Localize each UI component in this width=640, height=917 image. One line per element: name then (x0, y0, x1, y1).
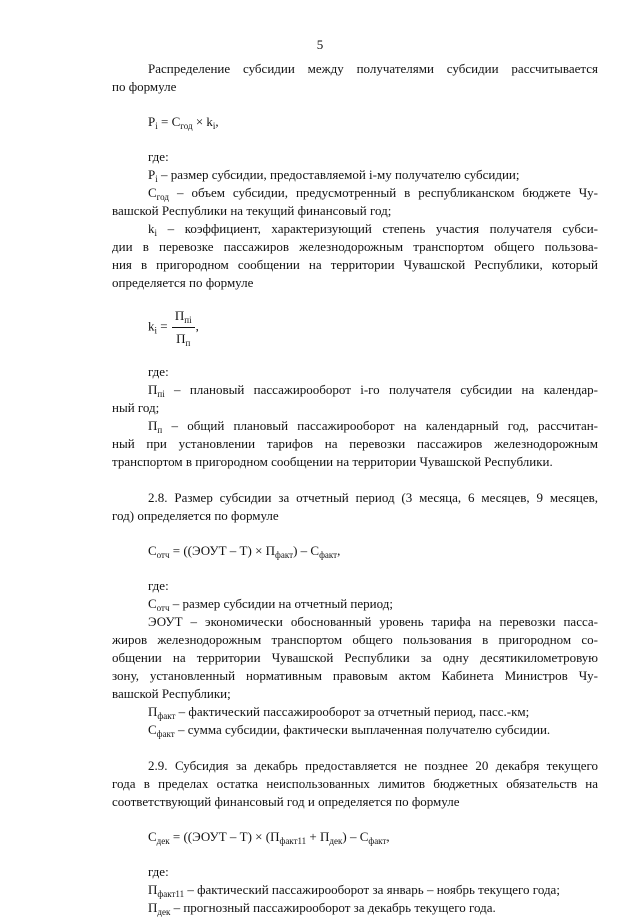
intro-line-1: Распределение субсидии между получателями субсидии рассчитывается (148, 61, 598, 76)
section-2-8-line-1: 2.8. Размер субсидии за отчетный период (3 месяца, 6 месяцев, 9 месяцев, (148, 490, 598, 505)
def-c-line-2: вашской Республики на текущий финансовый год; (112, 203, 392, 218)
where-label-2: где: (148, 364, 169, 379)
def-pn-line-1: $П_п$ – общий плановый пассажирооборот на календарный год, рассчитан- (148, 418, 598, 435)
def-eout-line-1: ЭОУТ – экономически обоснованный уровень тарифа на перевозки пасса- (148, 614, 598, 629)
def-pn-line-3: транспортом в пригородном сообщении на территории Чувашской Республики. (112, 454, 553, 469)
section-2-9-line-1: 2.9. Субсидия за декабрь предоставляется не позднее 20 декабря текущего (148, 758, 598, 773)
formula-p: $P_i = C_{год} \times k_i$, (148, 114, 219, 131)
def-k-line-3: ния в пригородном сообщении на территории Чувашской Республики, который (112, 257, 598, 272)
formula-c-otch: $C_{отч}$ = ((ЭОУТ – $Т) \times П_{факт}) - C_{факт}$, (148, 543, 341, 560)
def-p-fakt11: $П_{факт11}$ – фактический пассажирооборот за январь – ноябрь текущего года; (148, 882, 560, 899)
def-c-line-1: $C_{год}$ – объем субсидии, предусмотренный в республиканском бюджете Чу- (148, 185, 598, 202)
def-pni-line-2: ный год; (112, 400, 160, 415)
def-p: $P_i$ – размер субсидии, предоставляемой i-му получателю субсидии; (148, 167, 520, 184)
def-k-line-4: определяется по формуле (112, 275, 254, 290)
intro-line-2: по формуле (112, 79, 177, 94)
def-k-line-2: дии в перевозке пассажиров железнодорожным транспортом общего пользова- (112, 239, 598, 254)
where-label: где: (148, 149, 169, 164)
def-eout-line-3: общении на территории Чувашской Республики за одну десятикилометровую (112, 650, 598, 665)
section-2-8-line-2: год) определяется по формуле (112, 508, 279, 523)
def-p-dek: $П_{дек}$ – прогнозный пассажирооборот за декабрь текущего года. (148, 900, 496, 917)
def-eout-line-2: жиров железнодорожным транспортом общего пользования в пригородном со- (112, 632, 598, 647)
where-label-3: где: (148, 578, 169, 593)
def-c-fakt: $C_{факт}$ – сумма субсидии, фактически выплаченная получателю субсидии. (148, 722, 551, 739)
formula-c-dek: $C_{дек}$ = ((ЭОУТ – $Т) \times (П_{факт11} + П_{дек}) - C_{факт}$, (148, 829, 390, 846)
page-number: 5 (316, 37, 324, 52)
def-k-line-1: $k_i$ – коэффициент, характеризующий степень участия получателя субси- (148, 221, 598, 238)
def-eout-line-4: зону, установленный нормативным правовым актом Кабинета Министров Чу- (112, 668, 598, 683)
fraction: $\frac{П_{пi}}{П_п}$ (172, 306, 195, 349)
where-label-4: где: (148, 864, 169, 879)
def-p-fakt: $П_{факт}$ – фактический пассажирооборот за отчетный период, пасс.-км; (148, 704, 530, 721)
section-2-9-line-2: года в пределах остатка неиспользованных лимитов бюджетных обязательств на (112, 776, 598, 791)
def-pni-line-1: $П_{пi}$ – плановый пассажирооборот i-го получателя субсидии на календар- (148, 382, 598, 399)
section-2-9-line-3: соответствующий финансовый год и определяется по формуле (112, 794, 460, 809)
document-body (112, 60, 598, 917)
def-c-otch: $C_{отч}$ – размер субсидии на отчетный период; (148, 596, 393, 613)
def-pn-line-2: ный при установлении тарифов на перевозки пассажиров железнодорожным (112, 436, 598, 451)
formula-k: $k_i$ = $\frac{П_{пi}}{П_п}$ , (148, 308, 199, 348)
def-eout-line-5: вашской Республики; (112, 686, 231, 701)
